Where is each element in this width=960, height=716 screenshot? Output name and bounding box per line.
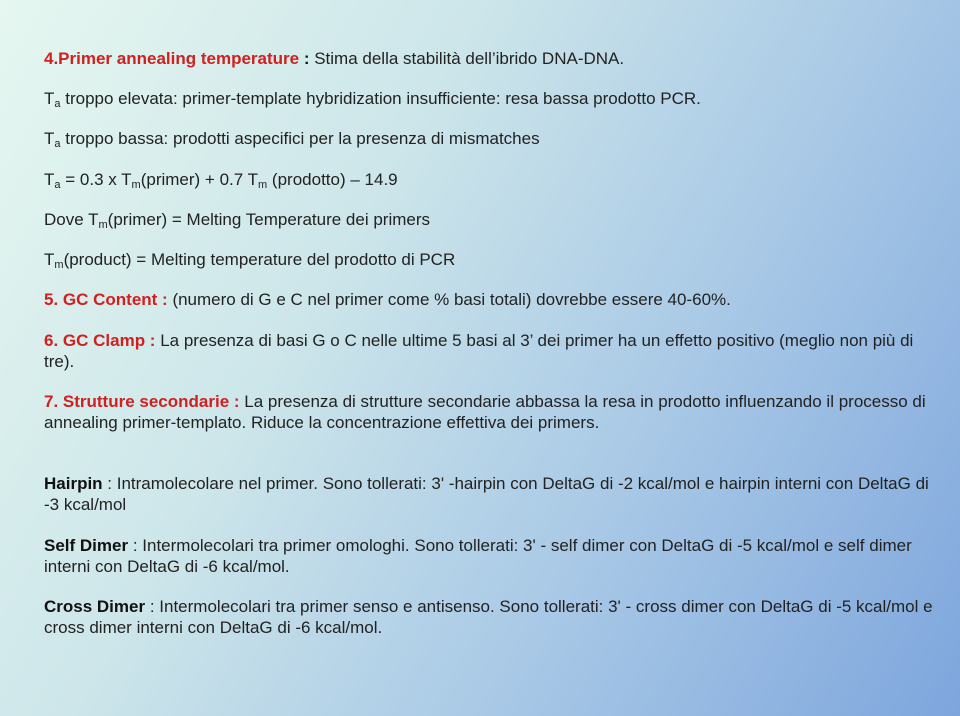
tm-subscript: m — [54, 259, 64, 271]
formula-subscript: a — [54, 179, 61, 191]
section-7-title: 7. Strutture secondarie : — [44, 392, 240, 411]
self-dimer-title: Self Dimer — [44, 536, 129, 555]
section-4-title: 4.Primer annealing temperature — [44, 49, 300, 68]
formula-part: T — [44, 170, 55, 189]
gc-content-paragraph — [44, 289, 938, 310]
ta-low-text: troppo bassa: prodotti aspecifici per la presenza di mismatches — [60, 129, 540, 148]
formula-subscript: m — [258, 179, 268, 191]
ta-high-line — [44, 88, 938, 109]
self-dimer-text: : Intermolecolari tra primer omologhi. Sono tollerati: 3' - self dimer con DeltaG di -5 kcal/mol e self dimer interni con DeltaG di -6 kcal/mol. — [44, 536, 912, 576]
ta-high-text: troppo elevata: primer-template hybridization insufficiente: resa bassa prodotto PCR. — [60, 89, 701, 108]
section-7-text: La presenza di strutture secondarie abbassa la resa in prodotto influenzando il processo di annealing primer-templato. Riduce la concentrazione effettiva dei primers. — [44, 392, 926, 432]
hairpin-paragraph — [44, 473, 938, 515]
primer-annealing-heading — [44, 48, 938, 69]
gc-clamp-paragraph — [44, 330, 938, 372]
secondary-structures-paragraph — [44, 391, 938, 433]
cross-dimer-paragraph — [44, 596, 938, 638]
formula-subscript: m — [131, 179, 141, 191]
section-4-separator: : — [299, 49, 315, 68]
tm-primer-definition — [44, 209, 938, 230]
tm-subscript: m — [98, 219, 108, 231]
formula-part: = 0.3 x T — [60, 170, 132, 189]
ta-low-line — [44, 128, 938, 149]
ta-symbol: T — [44, 129, 55, 148]
definition-part: (primer) = Melting Temperature dei primers — [107, 210, 430, 229]
hairpin-text: : Intramolecolare nel primer. Sono tollerati: 3' -hairpin con DeltaG di -2 kcal/mol e hairpin interni con DeltaG di -3 kcal/mol — [44, 474, 929, 514]
self-dimer-paragraph — [44, 535, 938, 577]
definition-part: Dove T — [44, 210, 99, 229]
cross-dimer-title: Cross Dimer — [44, 597, 146, 616]
ta-symbol: T — [44, 89, 55, 108]
ta-subscript: a — [54, 98, 61, 110]
hairpin-title: Hairpin — [44, 474, 103, 493]
section-5-title: 5. GC Content : — [44, 290, 168, 309]
ta-formula — [44, 169, 938, 190]
section-5-text: (numero di G e C nel primer come % basi totali) dovrebbe essere 40-60%. — [167, 290, 731, 309]
formula-part: (prodotto) – 14.9 — [267, 170, 398, 189]
section-6-text: La presenza di basi G o C nelle ultime 5 basi al 3’ dei primer ha un effetto positivo (meglio non più di tre). — [44, 331, 914, 371]
section-4-text: Stima della stabilità dell’ibrido DNA-DNA. — [314, 49, 625, 68]
formula-part: (primer) + 0.7 T — [140, 170, 259, 189]
section-6-title: 6. GC Clamp : — [44, 331, 156, 350]
ta-subscript: a — [54, 138, 61, 150]
definition-text: (product) = Melting temperature del prodotto di PCR — [63, 250, 456, 269]
cross-dimer-text: : Intermolecolari tra primer senso e antisenso. Sono tollerati: 3' - cross dimer con DeltaG di -5 kcal/mol e cross dimer interni con DeltaG di -6 kcal/mol. — [44, 597, 933, 637]
tm-product-definition — [44, 249, 938, 270]
tm-symbol: T — [44, 250, 55, 269]
